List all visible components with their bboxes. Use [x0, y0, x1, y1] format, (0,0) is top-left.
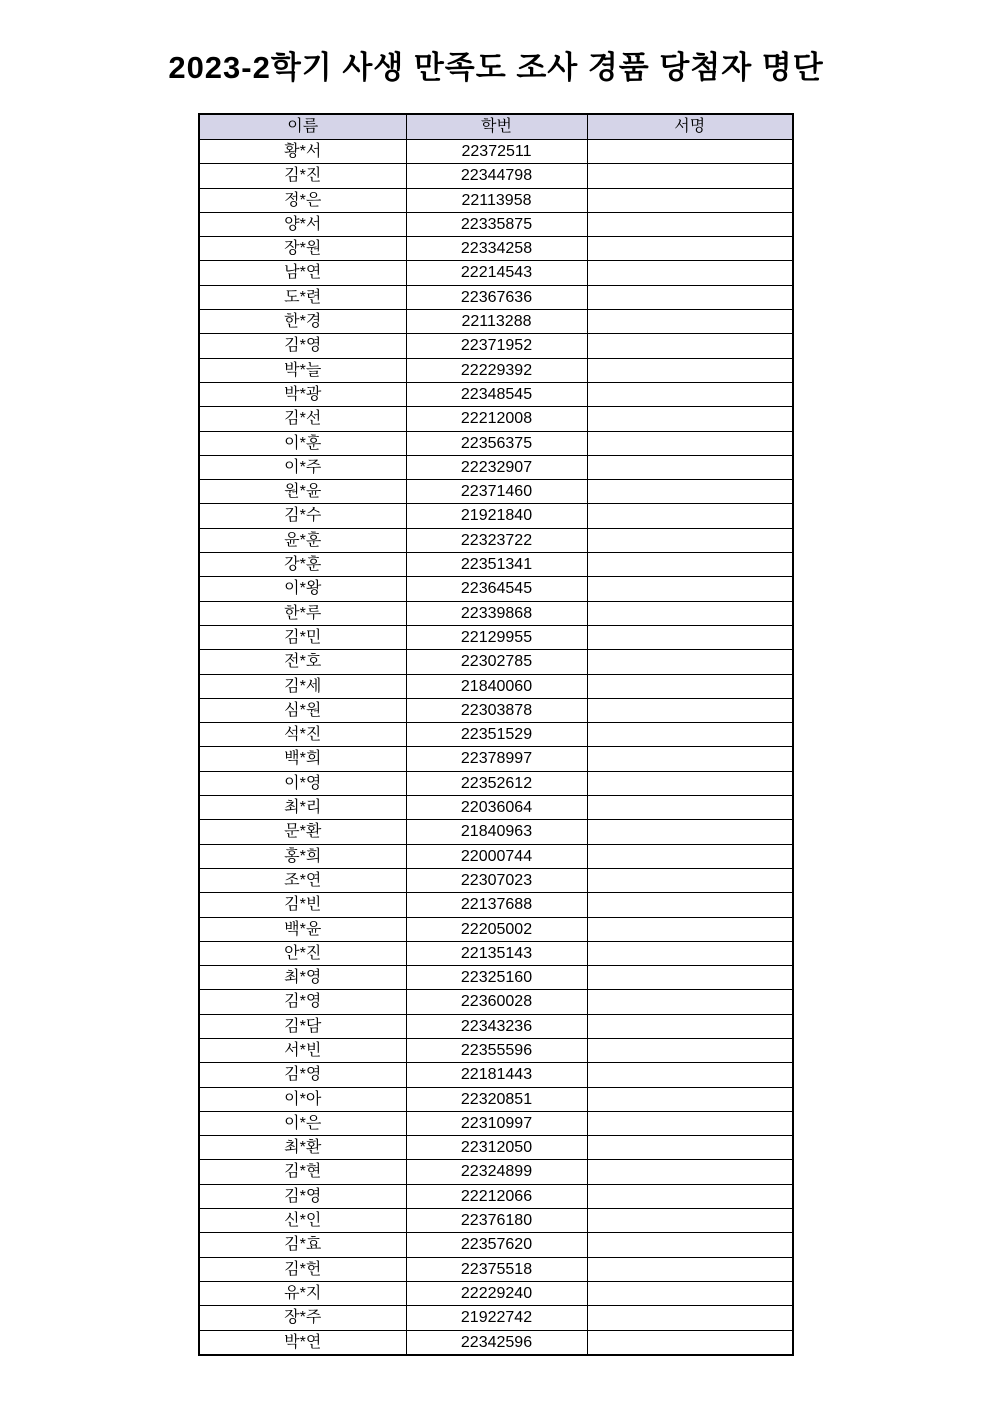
- name-cell: 김*선: [199, 407, 406, 431]
- student-id-cell: 22378997: [406, 747, 587, 771]
- student-id-cell: 22364545: [406, 577, 587, 601]
- name-cell: 김*영: [199, 1184, 406, 1208]
- name-cell: 김*영: [199, 334, 406, 358]
- signature-cell: [587, 1330, 793, 1355]
- table-row: [199, 1014, 793, 1038]
- table-row: [199, 140, 793, 164]
- signature-cell: [587, 1063, 793, 1087]
- signature-cell: [587, 674, 793, 698]
- table-row: [199, 358, 793, 382]
- student-id-cell: 21922742: [406, 1306, 587, 1330]
- name-cell: 홍*희: [199, 844, 406, 868]
- signature-cell: [587, 1014, 793, 1038]
- student-id-cell: 22205002: [406, 917, 587, 941]
- student-id-cell: 22036064: [406, 796, 587, 820]
- name-cell: 전*호: [199, 650, 406, 674]
- student-id-cell: 22303878: [406, 698, 587, 722]
- name-cell: 최*환: [199, 1136, 406, 1160]
- signature-cell: [587, 917, 793, 941]
- name-cell: 박*광: [199, 382, 406, 406]
- header-student-id: 학번: [406, 114, 587, 140]
- name-cell: 장*원: [199, 237, 406, 261]
- table-row: [199, 455, 793, 479]
- student-id-cell: 22367636: [406, 285, 587, 309]
- signature-cell: [587, 747, 793, 771]
- signature-cell: [587, 1111, 793, 1135]
- name-cell: 김*수: [199, 504, 406, 528]
- table-row: [199, 504, 793, 528]
- name-cell: 김*현: [199, 1160, 406, 1184]
- student-id-cell: 22307023: [406, 868, 587, 892]
- signature-cell: [587, 868, 793, 892]
- name-cell: 심*원: [199, 698, 406, 722]
- table-row: [199, 1233, 793, 1257]
- name-cell: 김*효: [199, 1233, 406, 1257]
- signature-cell: [587, 528, 793, 552]
- student-id-cell: 21840060: [406, 674, 587, 698]
- name-cell: 조*연: [199, 868, 406, 892]
- name-cell: 양*서: [199, 212, 406, 236]
- table-row: [199, 1136, 793, 1160]
- name-cell: 문*환: [199, 820, 406, 844]
- student-id-cell: 22334258: [406, 237, 587, 261]
- table-row: [199, 1330, 793, 1355]
- table-row: [199, 1111, 793, 1135]
- signature-cell: [587, 1257, 793, 1281]
- name-cell: 김*헌: [199, 1257, 406, 1281]
- name-cell: 최*리: [199, 796, 406, 820]
- signature-cell: [587, 1160, 793, 1184]
- student-id-cell: 22229240: [406, 1281, 587, 1305]
- table-row: [199, 528, 793, 552]
- table-row: [199, 480, 793, 504]
- student-id-cell: 22371952: [406, 334, 587, 358]
- name-cell: 이*주: [199, 455, 406, 479]
- page-title: 2023-2학기 사생 만족도 조사 경품 당첨자 명단: [168, 50, 824, 85]
- student-id-cell: 22372511: [406, 140, 587, 164]
- table-row: [199, 893, 793, 917]
- table-row: [199, 1209, 793, 1233]
- name-cell: 안*진: [199, 941, 406, 965]
- signature-cell: [587, 261, 793, 285]
- table-row: [199, 261, 793, 285]
- name-cell: 남*연: [199, 261, 406, 285]
- name-cell: 윤*훈: [199, 528, 406, 552]
- student-id-cell: 22129955: [406, 625, 587, 649]
- table-row: [199, 1306, 793, 1330]
- student-id-cell: 22356375: [406, 431, 587, 455]
- signature-cell: [587, 625, 793, 649]
- name-cell: 신*인: [199, 1209, 406, 1233]
- student-id-cell: 22323722: [406, 528, 587, 552]
- signature-cell: [587, 358, 793, 382]
- signature-cell: [587, 1306, 793, 1330]
- name-cell: 강*훈: [199, 553, 406, 577]
- table-row: [199, 1063, 793, 1087]
- student-id-cell: 22212066: [406, 1184, 587, 1208]
- signature-cell: [587, 212, 793, 236]
- student-id-cell: 22375518: [406, 1257, 587, 1281]
- table-row: [199, 407, 793, 431]
- student-id-cell: 22324899: [406, 1160, 587, 1184]
- signature-cell: [587, 553, 793, 577]
- signature-cell: [587, 285, 793, 309]
- student-id-cell: 22113958: [406, 188, 587, 212]
- table-row: [199, 431, 793, 455]
- signature-cell: [587, 990, 793, 1014]
- table-row: [199, 334, 793, 358]
- student-id-cell: 22348545: [406, 382, 587, 406]
- name-cell: 정*은: [199, 188, 406, 212]
- table-body: [199, 140, 793, 1355]
- signature-cell: [587, 431, 793, 455]
- signature-cell: [587, 1184, 793, 1208]
- table-row: [199, 577, 793, 601]
- signature-cell: [587, 698, 793, 722]
- signature-cell: [587, 941, 793, 965]
- signature-cell: [587, 237, 793, 261]
- name-cell: 이*영: [199, 771, 406, 795]
- name-cell: 김*영: [199, 990, 406, 1014]
- name-cell: 유*지: [199, 1281, 406, 1305]
- table-row: [199, 844, 793, 868]
- student-id-cell: 22355596: [406, 1038, 587, 1062]
- table-row: [199, 553, 793, 577]
- table-row: [199, 917, 793, 941]
- table-row: [199, 1184, 793, 1208]
- student-id-cell: 22000744: [406, 844, 587, 868]
- signature-cell: [587, 140, 793, 164]
- signature-cell: [587, 577, 793, 601]
- name-cell: 한*루: [199, 601, 406, 625]
- table-row: [199, 1038, 793, 1062]
- student-id-cell: 22302785: [406, 650, 587, 674]
- student-id-cell: 22135143: [406, 941, 587, 965]
- name-cell: 석*진: [199, 723, 406, 747]
- table-row: [199, 625, 793, 649]
- table-row: [199, 650, 793, 674]
- signature-cell: [587, 1209, 793, 1233]
- student-id-cell: 22351529: [406, 723, 587, 747]
- name-cell: 박*늘: [199, 358, 406, 382]
- student-id-cell: 22352612: [406, 771, 587, 795]
- table-row: [199, 674, 793, 698]
- student-id-cell: 22325160: [406, 966, 587, 990]
- name-cell: 백*윤: [199, 917, 406, 941]
- table-row: [199, 723, 793, 747]
- signature-cell: [587, 1281, 793, 1305]
- student-id-cell: 22335875: [406, 212, 587, 236]
- signature-cell: [587, 310, 793, 334]
- table-row: [199, 1257, 793, 1281]
- student-id-cell: 22376180: [406, 1209, 587, 1233]
- table-row: [199, 1281, 793, 1305]
- student-id-cell: 22371460: [406, 480, 587, 504]
- student-id-cell: 21921840: [406, 504, 587, 528]
- table-row: [199, 285, 793, 309]
- student-id-cell: 22351341: [406, 553, 587, 577]
- header-name: 이름: [199, 114, 406, 140]
- name-cell: 이*아: [199, 1087, 406, 1111]
- student-id-cell: 22212008: [406, 407, 587, 431]
- table-row: [199, 990, 793, 1014]
- table-row: [199, 771, 793, 795]
- signature-cell: [587, 771, 793, 795]
- student-id-cell: 22320851: [406, 1087, 587, 1111]
- name-cell: 김*빈: [199, 893, 406, 917]
- table-row: [199, 698, 793, 722]
- signature-cell: [587, 1038, 793, 1062]
- signature-cell: [587, 601, 793, 625]
- signature-cell: [587, 455, 793, 479]
- name-cell: 김*진: [199, 164, 406, 188]
- signature-cell: [587, 1233, 793, 1257]
- name-cell: 백*희: [199, 747, 406, 771]
- student-id-cell: 22342596: [406, 1330, 587, 1355]
- table-header: [199, 114, 793, 140]
- name-cell: 김*담: [199, 1014, 406, 1038]
- winner-table: [198, 113, 794, 1356]
- name-cell: 한*경: [199, 310, 406, 334]
- name-cell: 서*빈: [199, 1038, 406, 1062]
- signature-cell: [587, 480, 793, 504]
- header-signature: 서명: [587, 114, 793, 140]
- student-id-cell: 22312050: [406, 1136, 587, 1160]
- signature-cell: [587, 650, 793, 674]
- name-cell: 원*윤: [199, 480, 406, 504]
- student-id-cell: 22360028: [406, 990, 587, 1014]
- table-row: [199, 868, 793, 892]
- signature-cell: [587, 504, 793, 528]
- signature-cell: [587, 1136, 793, 1160]
- student-id-cell: 22343236: [406, 1014, 587, 1038]
- name-cell: 김*세: [199, 674, 406, 698]
- name-cell: 이*은: [199, 1111, 406, 1135]
- student-id-cell: 21840963: [406, 820, 587, 844]
- name-cell: 이*훈: [199, 431, 406, 455]
- table-row: [199, 747, 793, 771]
- student-id-cell: 22357620: [406, 1233, 587, 1257]
- table-row: [199, 796, 793, 820]
- name-cell: 장*주: [199, 1306, 406, 1330]
- student-id-cell: 22232907: [406, 455, 587, 479]
- signature-cell: [587, 796, 793, 820]
- student-id-cell: 22113288: [406, 310, 587, 334]
- table-row: [199, 382, 793, 406]
- table-row: [199, 941, 793, 965]
- signature-cell: [587, 723, 793, 747]
- student-id-cell: 22310997: [406, 1111, 587, 1135]
- student-id-cell: 22181443: [406, 1063, 587, 1087]
- student-id-cell: 22214543: [406, 261, 587, 285]
- signature-cell: [587, 407, 793, 431]
- signature-cell: [587, 188, 793, 212]
- signature-cell: [587, 334, 793, 358]
- table-row: [199, 966, 793, 990]
- name-cell: 박*연: [199, 1330, 406, 1355]
- signature-cell: [587, 1087, 793, 1111]
- signature-cell: [587, 382, 793, 406]
- signature-cell: [587, 820, 793, 844]
- name-cell: 도*련: [199, 285, 406, 309]
- signature-cell: [587, 966, 793, 990]
- signature-cell: [587, 164, 793, 188]
- signature-cell: [587, 893, 793, 917]
- table-row: [199, 188, 793, 212]
- table-row: [199, 164, 793, 188]
- table-row: [199, 237, 793, 261]
- table-row: [199, 212, 793, 236]
- name-cell: 황*서: [199, 140, 406, 164]
- table-row: [199, 601, 793, 625]
- name-cell: 이*왕: [199, 577, 406, 601]
- table-row: [199, 1087, 793, 1111]
- student-id-cell: 22339868: [406, 601, 587, 625]
- student-id-cell: 22229392: [406, 358, 587, 382]
- name-cell: 최*영: [199, 966, 406, 990]
- table-row: [199, 310, 793, 334]
- table-row: [199, 1160, 793, 1184]
- name-cell: 김*민: [199, 625, 406, 649]
- name-cell: 김*영: [199, 1063, 406, 1087]
- signature-cell: [587, 844, 793, 868]
- table-row: [199, 820, 793, 844]
- header-row: [199, 114, 793, 140]
- student-id-cell: 22344798: [406, 164, 587, 188]
- student-id-cell: 22137688: [406, 893, 587, 917]
